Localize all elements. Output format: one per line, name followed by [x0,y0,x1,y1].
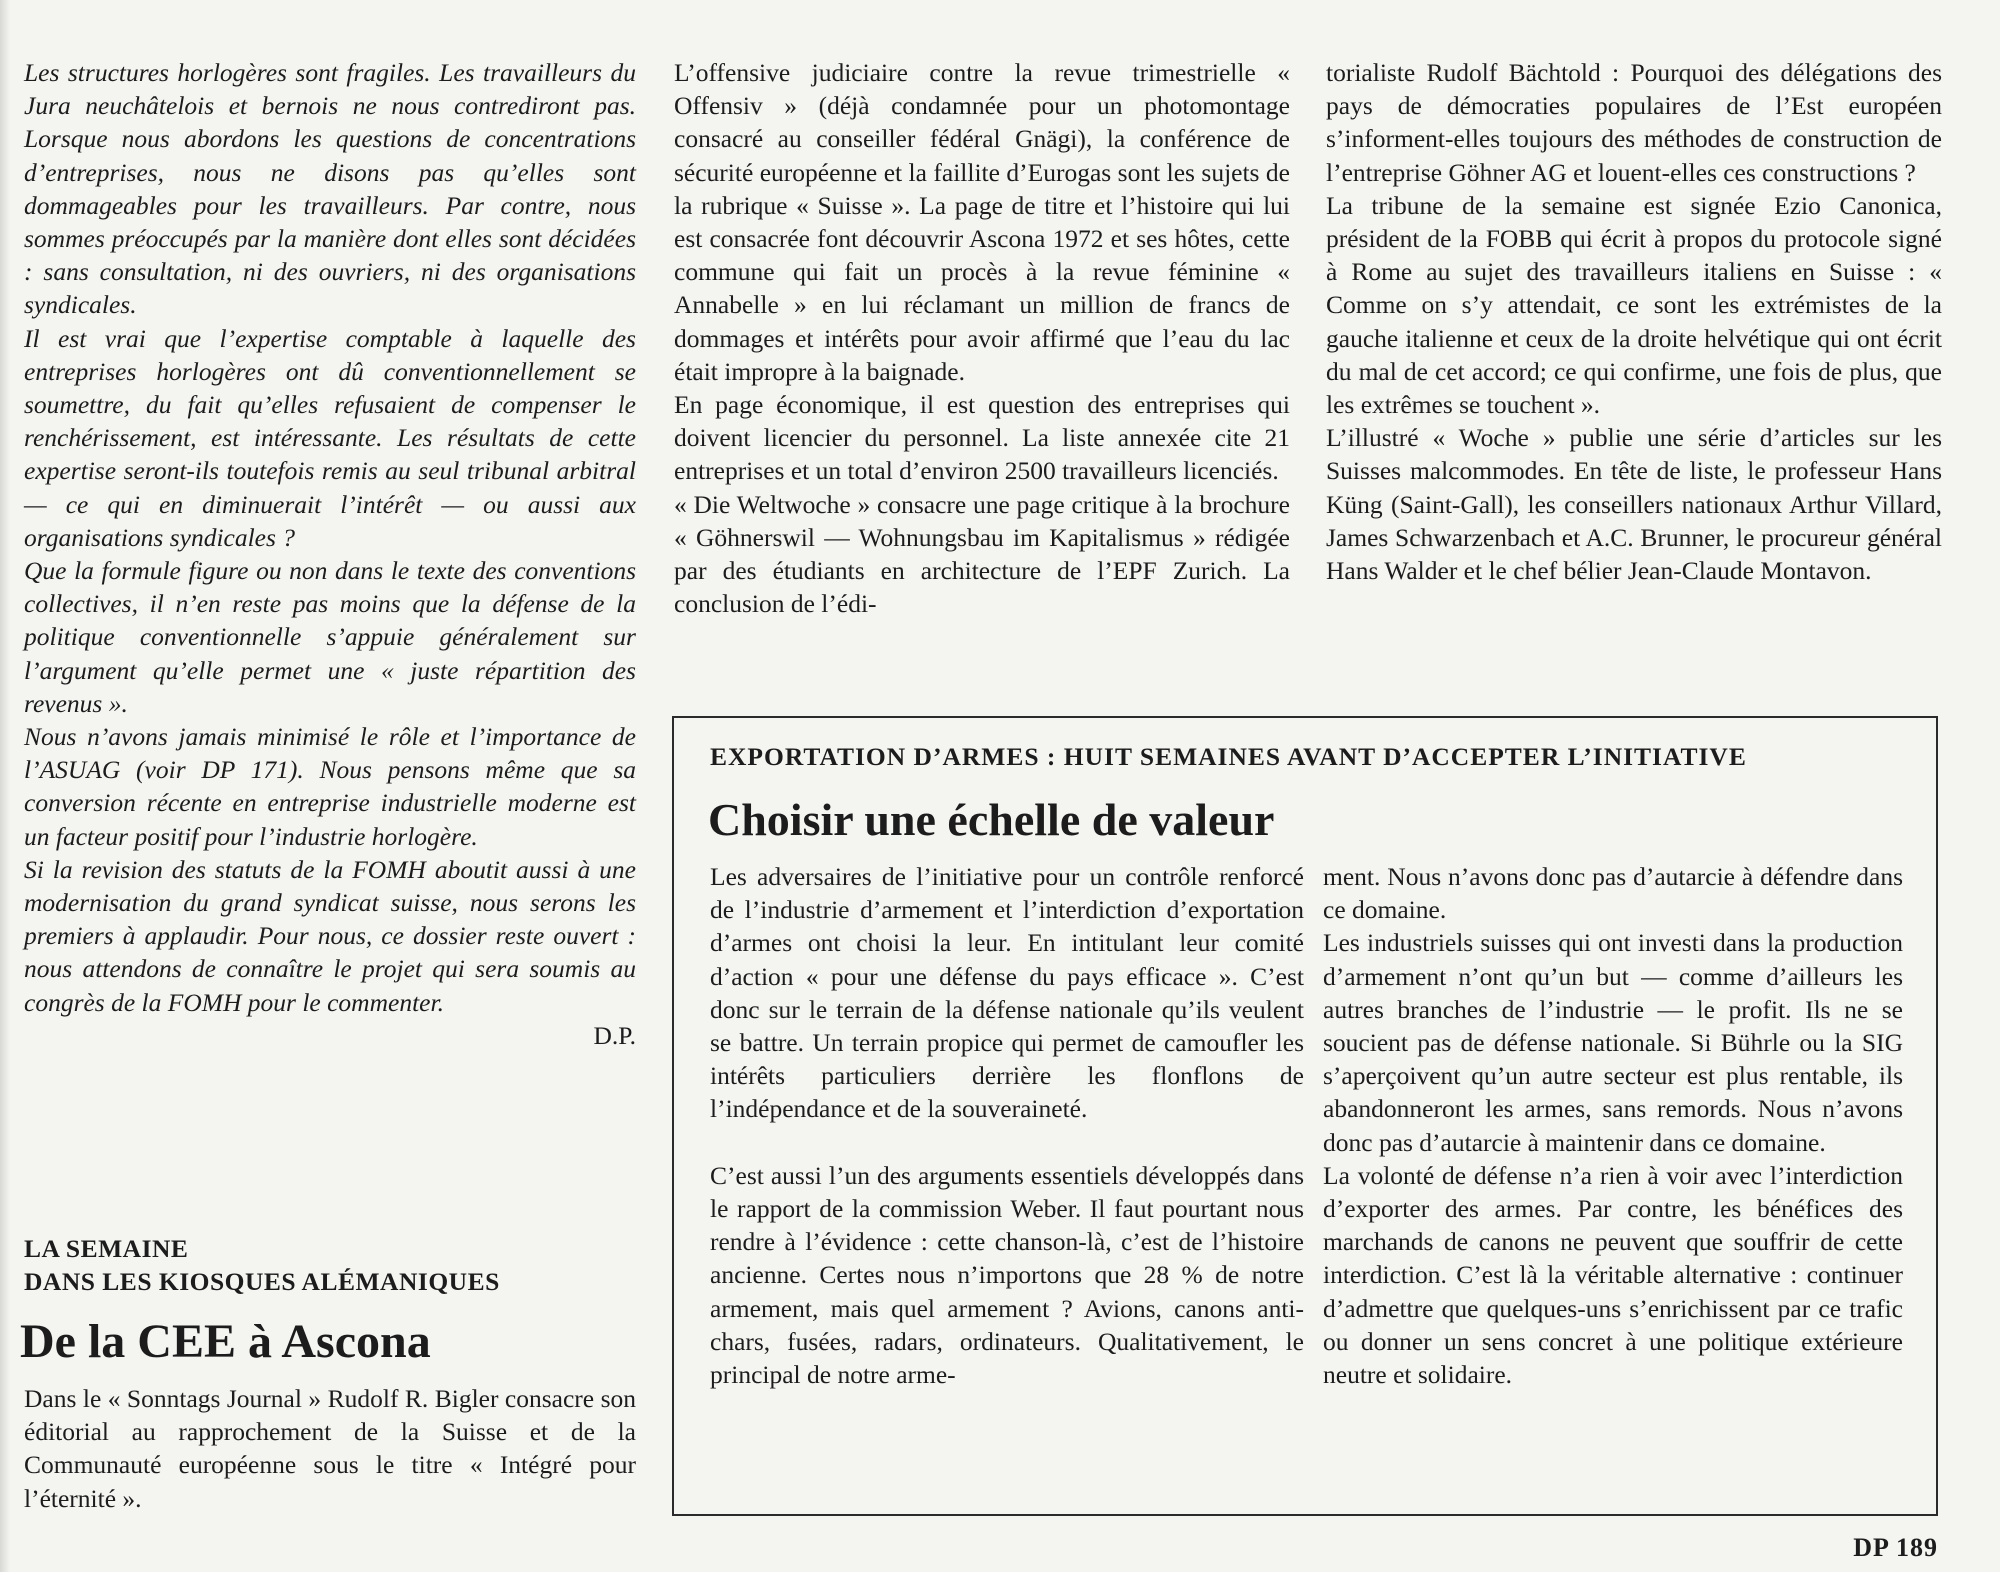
press-review-paragraph: L’illustré « Woche » publie une série d’articles sur les Suisses malcommodes. En tête de liste, le professeur Hans Küng (Saint-Gall), les conseillers nationaux Arthur Villard, James Schwarzenbach et A.C. Brunner, le procureur général Hans Walder et le chef bélier Jean-Claude Montavon. [1326,423,1942,586]
press-review-paragraph: torialiste Rudolf Bächtold : Pourquoi des délégations des pays de démocraties populaires de l’Est européen s’informent-elles toujours des méthodes de construction de l’entreprise Göhner AG et louent-elles ces constructions ? [1326,58,1942,187]
editorial-signature: D.P. [593,1020,636,1050]
boxed-article-left-column [710,860,1304,1391]
scan-edge-shadow [0,0,10,1572]
section-kicker-line: DANS LES KIOSQUES ALÉMANIQUES [24,1267,500,1296]
paragraph-spacer [710,1126,1304,1159]
press-review-column-3 [1326,56,1942,587]
section-kicker [24,1232,636,1298]
section-headline: De la CEE à Ascona [20,1315,431,1368]
boxed-article-paragraph: ment. Nous n’avons donc pas d’autarcie à défendre dans ce domaine. [1323,862,1903,925]
section-kicker-line: LA SEMAINE [24,1234,189,1263]
press-review-paragraph: En page économique, il est question des entreprises qui doivent licencier du personnel. La liste annexée cite 21 entreprises et un total d’environ 2500 travailleurs licenciés. [674,390,1290,486]
boxed-article-paragraph: Les industriels suisses qui ont investi dans la production d’armement n’ont qu’un but — comme d’ailleurs les autres branches de l’industrie — le profit. Ils ne se soucient pas de défense nationale. Si Bührle ou la SIG s’aperçoivent qu’un autre secteur est plus rentable, ils abandonneront les armes, sans remords. Nous n’avons donc pas d’autarcie à maintenir dans ce domaine. [1323,928,1903,1157]
boxed-article-kicker: EXPORTATION D’ARMES : HUIT SEMAINES AVANT D’ACCEPTER L’INITIATIVE [710,742,1747,771]
boxed-article [672,716,1938,1516]
editorial-column [24,56,636,1052]
press-review-paragraph: « Die Weltwoche » consacre une page critique à la brochure « Göhnerswil — Wohnungsbau im Kapitalismus » rédigée par des étudiants en architecture de l’EPF Zurich. La conclusion de l’édi- [674,489,1290,619]
press-review-column-2 [674,56,1290,620]
page-folio: DP 189 [1853,1533,1938,1562]
boxed-article-right-column [1323,860,1903,1391]
section-intro-column [24,1382,636,1515]
press-review-paragraph: L’offensive judiciaire contre la revue trimestrielle « Offensiv » (déjà condamnée pour un photomontage consacré au conseiller fédéral Gnägi), la conférence de sécurité européenne et la faillite d’Eurogas sont les sujets de la rubrique « Suisse ». La page de titre et l’histoire qui lui est consacrée font découvrir Ascona 1972 et ses hôtes, cette commune qui fait un procès à la revue féminine « Annabelle » en lui réclamant un million de francs de dommages et intérêts pour avoir affirmé que l’eau du lac était impropre à la baignade. [674,58,1290,386]
boxed-article-paragraph: La volonté de défense n’a rien à voir avec l’interdiction d’exporter des armes. Par contre, les bénéfices des marchands de canons ne peuvent que souffrir de cette interdiction. C’est là la véritable alternative : continuer d’admettre que quelques-uns s’enrichissent par ce trafic ou donner un sens concret à une politique extérieure neutre et solidaire. [1323,1160,1903,1390]
boxed-article-paragraph: Les adversaires de l’initiative pour un contrôle renforcé de l’industrie d’armement et l’interdiction d’exportation d’armes ont choisi la leur. En intitulant leur comité d’action « pour une défense du pays efficace ». C’est donc sur le terrain de la défense nationale qu’ils veulent se battre. Un terrain propice qui permet de camoufler les intérêts particuliers derrière les flonflons de l’indépendance et de la souveraineté. [710,862,1304,1124]
section-intro-paragraph: Dans le « Sonntags Journal » Rudolf R. Bigler consacre son éditorial au rapprochement de la Suisse et de la Communauté européenne sous le titre « Intégré pour l’éternité ». [24,1384,636,1513]
boxed-article-paragraph: C’est aussi l’un des arguments essentiels développés dans le rapport de la commission Weber. Il faut pourtant nous rendre à l’évidence : cette chanson-là, c’est de l’histoire ancienne. Certes nous n’importons que 28 % de notre armement, mais quel armement ? Avions, canons anti-chars, fusées, radars, ordinateurs. Qualitativement, le principal de notre arme- [710,1160,1304,1390]
editorial-paragraph: Si la revision des statuts de la FOMH aboutit aussi à une modernisation du grand syndicat suisse, nous serons les premiers à applaudir. Pour nous, ce dossier reste ouvert : nous attendons de connaître le projet qui sera soumis au congrès de la FOMH pour le commenter. [24,854,636,1017]
press-review-paragraph: La tribune de la semaine est signée Ezio Canonica, président de la FOBB qui écrit à propos du protocole signé à Rome au sujet des travailleurs italiens en Suisse : « Comme on s’y attendait, ce sont les extrémistes de la gauche italienne et ceux de la droite helvétique qui ont écrit du mal de cet accord; ce qui confirme, une fois de plus, que les extrêmes se touchent ». [1326,190,1942,420]
editorial-paragraph: Nous n’avons jamais minimisé le rôle et l’importance de l’ASUAG (voir DP 171). Nous pensons même que sa conversion récente en entreprise industrielle moderne est un facteur positif pour l’industrie horlogère. [24,722,636,851]
boxed-article-headline: Choisir une échelle de valeur [708,794,1275,845]
editorial-paragraph: Il est vrai que l’expertise comptable à laquelle des entreprises horlogères ont dû conventionnellement se soumettre, du fait qu’elles refusaient de compenser le renchérissement, est intéressante. Les résultats de cette expertise seront-ils toutefois remis au seul tribunal arbitral — ce qui en diminuerait l’intérêt — ou aussi aux organisations syndicales ? [24,323,636,552]
editorial-paragraph: Que la formule figure ou non dans le texte des conventions collectives, il n’en reste pas moins que la défense de la politique conventionnelle s’appuie généralement sur l’argument qu’elle permet une « juste répartition des revenus ». [24,556,636,718]
editorial-paragraph: Les structures horlogères sont fragiles. Les travailleurs du Jura neuchâtelois et bernois ne nous contrediront pas. Lorsque nous abordons les questions de concentrations d’entreprises, nous ne disons pas qu’elles sont dommageables pour les travailleurs. Par contre, nous sommes préoccupés par la manière dont elles sont décidées : sans consultation, ni des ouvriers, ni des organisations syndicales. [24,58,636,320]
